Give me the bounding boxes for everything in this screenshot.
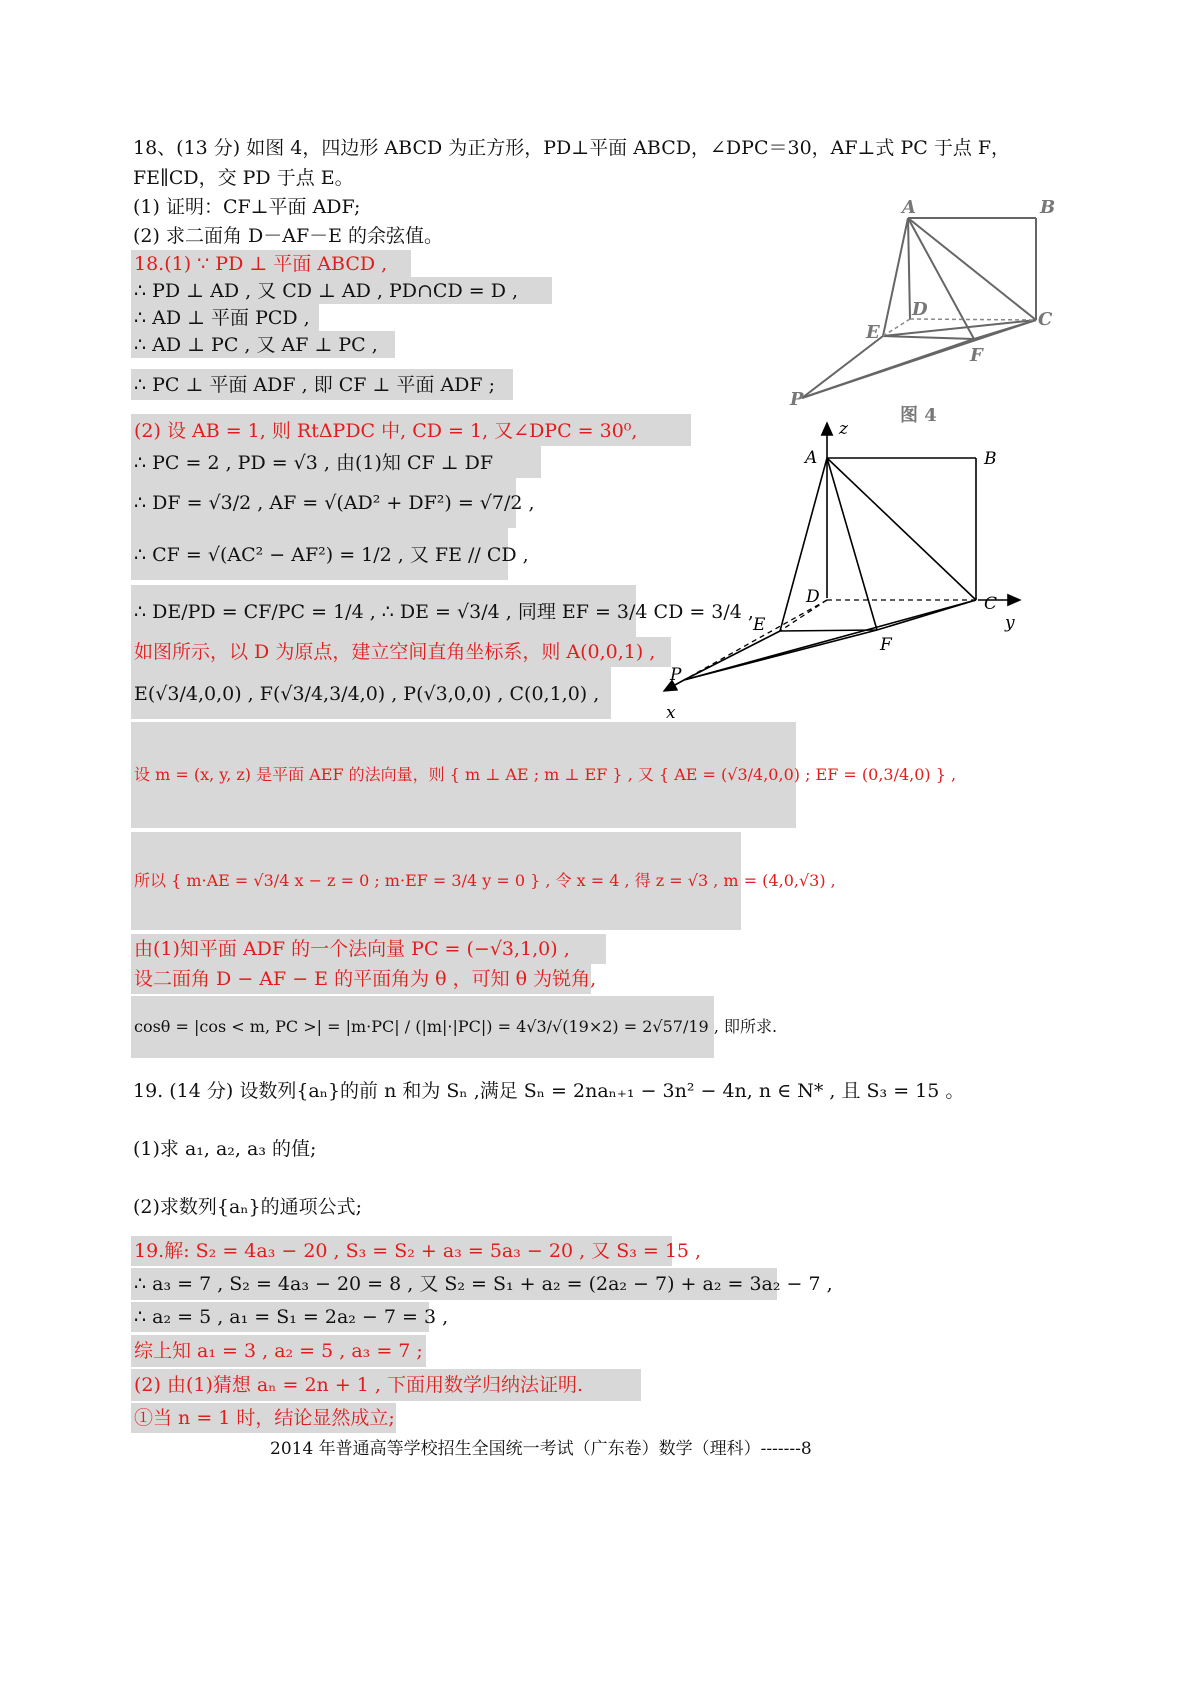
q19-sol-line: (2) 由(1)猜想 aₙ = 2n + 1 , 下面用数学归纳法证明. — [134, 1374, 584, 1396]
fig4-label-B: B — [1040, 197, 1056, 218]
coord-label-P: P — [670, 665, 682, 685]
q18-sol-line: 设 m = (x, y, z) 是平面 AEF 的法向量，则 { m ⊥ AE ; m ⊥ EF } , 又 { AE = (√3/4,0,0) ; EF = (0,3/4,0) } , — [134, 765, 957, 784]
figure-4-diagram — [780, 185, 1070, 435]
q19-sol-line: 综上知 a₁ = 3 , a₂ = 5 , a₃ = 7 ; — [134, 1340, 423, 1362]
fig4-label-E: E — [866, 322, 880, 343]
q18-sol-line: ∴ DF = √3/2 , AF = √(AD² + DF²) = √7/2 , — [134, 492, 535, 514]
q18-sol-line: ∴ AD ⊥ PC , 又 AF ⊥ PC , — [134, 334, 378, 356]
fig4-label-P: P — [790, 389, 804, 410]
q18-sol-line: 所以 { m·AE = √3/4 x − z = 0 ; m·EF = 3/4 y = 0 } , 令 x = 4 , 得 z = √3 , m = (4,0,√3) , — [134, 871, 836, 890]
q19-sol-line: 19.解: S₂ = 4a₃ − 20 , S₃ = S₂ + a₃ = 5a₃ − 20 , 又 S₃ = 15 , — [134, 1240, 702, 1262]
q19-part2: (2)求数列{aₙ}的通项公式; — [133, 1196, 363, 1218]
coord-label-E: E — [753, 615, 766, 635]
q18-sol-line: ∴ CF = √(AC² − AF²) = 1/2 , 又 FE // CD , — [134, 544, 529, 566]
q18-part1: (1) 证明：CF⊥平面 ADF; — [133, 196, 361, 218]
q18-sol-line: ∴ PC ⊥ 平面 ADF , 即 CF ⊥ 平面 ADF ; — [134, 374, 496, 396]
q18-sol-line: ∴ DE/PD = CF/PC = 1/4 , ∴ DE = √3/4 , 同理 EF = 3/4 CD = 3/4 , — [134, 601, 754, 623]
q18-header-line1: 18、(13 分) 如图 4，四边形 ABCD 为正方形，PD⊥平面 ABCD，∠DPC＝30，AF⊥式 PC 于点 F， — [133, 137, 1011, 159]
fig4-caption: 图 4 — [900, 405, 937, 426]
coordinate-diagram — [650, 418, 1040, 728]
fig4-label-D: D — [912, 299, 928, 320]
q19-sol-line: ∴ a₃ = 7 , S₂ = 4a₃ − 20 = 8 , 又 S₂ = S₁ + a₂ = (2a₂ − 7) + a₂ = 3a₂ − 7 , — [134, 1273, 833, 1295]
q18-sol-line: cosθ = |cos < m, PC >| = |m·PC| / (|m|·|PC|) = 4√3/√(19×2) = 2√57/19 , 即所求. — [134, 1017, 778, 1036]
coord-label-z: z — [839, 419, 848, 439]
fig4-label-F: F — [970, 345, 983, 366]
coord-label-x: x — [666, 703, 676, 723]
page-footer: 2014 年普通高等学校招生全国统一考试（广东卷）数学（理科）-------8 — [270, 1439, 812, 1459]
fig4-label-A: A — [902, 197, 916, 218]
q18-header-line2: FE∥CD，交 PD 于点 E。 — [133, 167, 354, 189]
coord-label-y: y — [1005, 613, 1015, 633]
q19-sol-line: ∴ a₂ = 5 , a₁ = S₁ = 2a₂ − 7 = 3 , — [134, 1306, 449, 1328]
q18-sol-line: ∴ PD ⊥ AD , 又 CD ⊥ AD , PD∩CD = D , — [134, 280, 519, 302]
coord-label-D: D — [806, 587, 820, 607]
coord-label-A: A — [805, 448, 818, 468]
q19-sol-line: ①当 n = 1 时，结论显然成立; — [134, 1407, 395, 1429]
q18-sol-line: 设二面角 D − AF − E 的平面角为 θ ，可知 θ 为锐角, — [134, 968, 597, 990]
q18-sol-line: 由(1)知平面 ADF 的一个法向量 PC = (−√3,1,0) , — [134, 938, 570, 960]
coord-label-B: B — [984, 449, 997, 469]
q18-sol-line: 如图所示，以 D 为原点，建立空间直角坐标系，则 A(0,0,1) , — [134, 641, 656, 663]
q18-sol-line: ∴ PC = 2 , PD = √3 , 由(1)知 CF ⊥ DF — [134, 452, 494, 474]
q18-sol-line: 18.(1) ∵ PD ⊥ 平面 ABCD , — [134, 253, 388, 275]
coord-label-C: C — [984, 594, 998, 614]
q18-part2: (2) 求二面角 D－AF－E 的余弦值。 — [133, 225, 444, 247]
q18-sol-line: ∴ AD ⊥ 平面 PCD , — [134, 307, 310, 329]
fig4-label-C: C — [1038, 309, 1053, 330]
q19-header: 19. (14 分) 设数列{aₙ}的前 n 和为 Sₙ ,满足 Sₙ = 2naₙ₊₁ − 3n² − 4n, n ∈ N* , 且 S₃ = 15 。 — [133, 1080, 965, 1102]
q19-part1: (1)求 a₁, a₂, a₃ 的值; — [133, 1138, 317, 1160]
q18-sol-line: E(√3/4,0,0) , F(√3/4,3/4,0) , P(√3,0,0) , C(0,1,0) , — [134, 683, 600, 705]
q18-sol-line: (2) 设 AB = 1, 则 RtΔPDC 中, CD = 1, 又∠DPC = 30⁰, — [134, 420, 638, 442]
coord-label-F: F — [880, 635, 892, 655]
